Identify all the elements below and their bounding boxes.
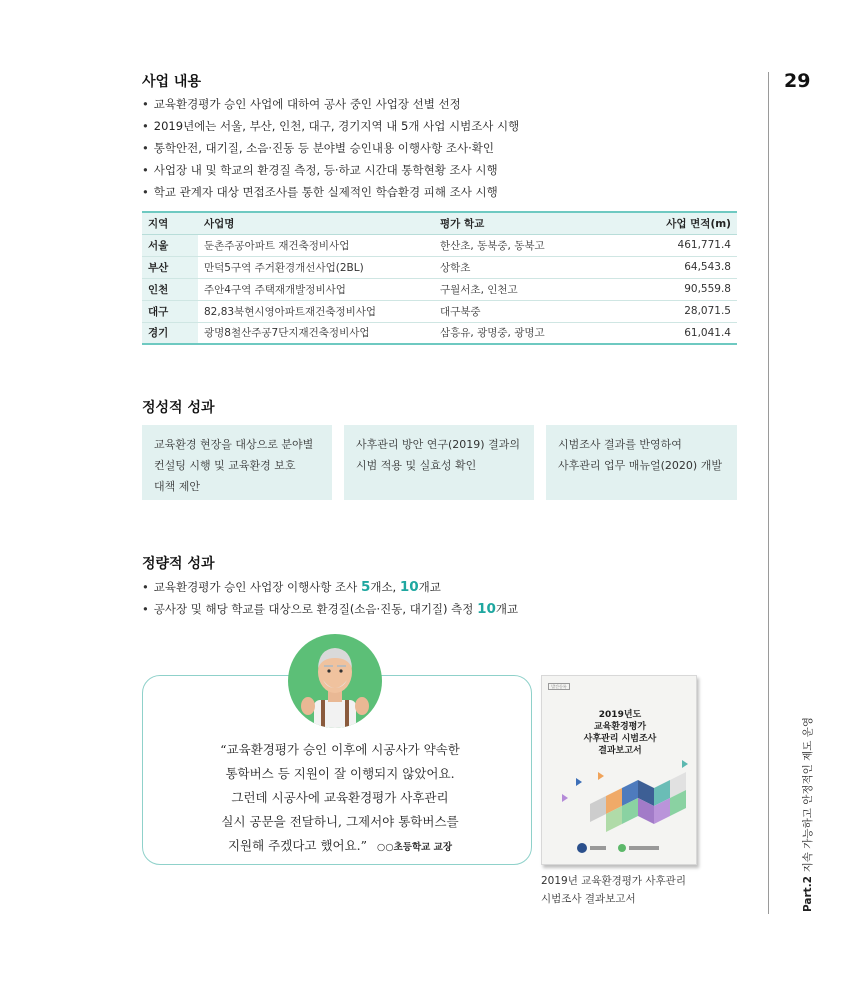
- side-divider: [768, 72, 769, 914]
- caption-line: 2019년 교육환경평가 사후관리: [541, 875, 686, 887]
- highlight-number: 10: [477, 601, 496, 617]
- quantitative-bullet: [142, 598, 518, 620]
- cell-school: 구월서초, 인천고: [434, 278, 614, 300]
- cover-title-line: 2019년도: [598, 710, 642, 720]
- qualitative-box: [142, 425, 332, 500]
- quantitative-bullet: [142, 576, 518, 598]
- cell-project: 만덕5구역 주거환경개선사업(2BL): [198, 256, 434, 278]
- bullet-text: 개소,: [370, 580, 400, 594]
- business-bullet: • 2019년에는 서울, 부산, 인천, 대구, 경기지역 내 5개 사업 시범조사 시행: [142, 115, 519, 137]
- report-caption: [541, 872, 741, 908]
- cover-geometric-graphic: [542, 676, 697, 865]
- cell-school: 상학초: [434, 256, 614, 278]
- qualitative-box: [546, 425, 737, 500]
- table-row: [142, 256, 737, 278]
- chapter-title: 지속 가능하고 안정적인 제도 운영: [802, 716, 814, 873]
- cell-school: 한산초, 동북중, 동북고: [434, 234, 614, 256]
- page-number: 29: [784, 70, 811, 92]
- cell-project: 82,83북현시영아파트재건축정비사업: [198, 300, 434, 322]
- header-school: 평가 학교: [434, 212, 614, 234]
- header-project: 사업명: [198, 212, 434, 234]
- business-table: [142, 211, 737, 345]
- registration-tag: 발간등록: [548, 683, 570, 690]
- elderly-man-illustration: [288, 634, 382, 728]
- quote-line: 통학버스 등 지원이 잘 이행되지 않았어요.: [225, 766, 455, 781]
- cell-area: 61,041.4: [614, 322, 737, 344]
- quote-line: 지원해 주겠다고 했어요.”: [227, 838, 368, 853]
- cell-area: 461,771.4: [614, 234, 737, 256]
- cell-area: 28,071.5: [614, 300, 737, 322]
- business-section-title: 사업 내용: [142, 74, 201, 90]
- cover-title-line: 사후관리 시범조사: [583, 734, 657, 744]
- business-bullet: • 사업장 내 및 학교의 환경질 측정, 등·하교 시간대 통학현황 조사 시행: [142, 159, 519, 181]
- business-bullet: • 교육환경평가 승인 사업에 대하여 공사 중인 사업장 선별 선정: [142, 93, 519, 115]
- bullet-text: 개교: [418, 580, 441, 594]
- qualitative-line: 컨설팅 시행 및 교육환경 보호: [154, 459, 296, 472]
- qualitative-section-title: 정성적 성과: [142, 400, 215, 416]
- table-row: [142, 278, 737, 300]
- qualitative-line: 시범조사 결과를 반영하여: [558, 438, 682, 451]
- table-row: [142, 300, 737, 322]
- bullet-text: 공사장 및 해당 학교를 대상으로 환경질(소음·진동, 대기질) 측정: [153, 602, 478, 616]
- cell-region: 경기: [142, 322, 198, 344]
- chapter-label: [800, 717, 815, 912]
- bullet-text: 교육환경평가 승인 사업장 이행사항 조사: [153, 580, 361, 594]
- quantitative-bullet-list: [142, 576, 518, 620]
- qualitative-line: 사후관리 방안 연구(2019) 결과의: [356, 438, 520, 451]
- business-bullet: • 통학안전, 대기질, 소음·진동 등 분야별 승인내용 이행사항 조사·확인: [142, 137, 519, 159]
- cell-project: 광명8철산주공7단지재건축정비사업: [198, 322, 434, 344]
- cover-title-line: 교육환경평가: [593, 722, 647, 732]
- table-header-row: [142, 212, 737, 234]
- quote-line-last: [200, 834, 480, 860]
- highlight-number: 5: [360, 579, 371, 595]
- cell-project: 둔촌주공아파트 재건축정비사업: [198, 234, 434, 256]
- cell-area: 90,559.8: [614, 278, 737, 300]
- cell-school: 삼흥유, 광명중, 광명고: [434, 322, 614, 344]
- qualitative-line: 사후관리 업무 매뉴얼(2020) 개발: [558, 459, 722, 472]
- cell-project: 주안4구역 주택재개발정비사업: [198, 278, 434, 300]
- table-row: [142, 322, 737, 344]
- cover-title-line: 결과보고서: [598, 746, 642, 756]
- cell-area: 64,543.8: [614, 256, 737, 278]
- quote-text: [200, 738, 480, 860]
- qualitative-box: [344, 425, 534, 500]
- quote-line: “교육환경평가 승인 이후에 시공사가 약속한: [220, 742, 460, 757]
- quantitative-section-title: 정량적 성과: [142, 556, 215, 572]
- cell-region: 대구: [142, 300, 198, 322]
- business-bullet: • 학교 관계자 대상 면접조사를 통한 실제적인 학습환경 피해 조사 시행: [142, 181, 519, 203]
- cell-region: 부산: [142, 256, 198, 278]
- chapter-part: Part.2: [802, 876, 814, 912]
- bullet-text: 개교: [495, 602, 519, 616]
- caption-line: 시범조사 결과보고서: [541, 893, 636, 905]
- qualitative-line: 대책 제안: [154, 480, 201, 493]
- report-cover-image: [541, 675, 697, 865]
- principal-avatar: [288, 634, 382, 728]
- qualitative-line: 교육환경 현장을 대상으로 분야별: [154, 438, 314, 451]
- highlight-number: 10: [399, 579, 419, 595]
- quote-line: 실시 공문을 전달하니, 그제서야 통학버스를: [221, 814, 459, 829]
- header-region: 지역: [142, 212, 198, 234]
- cell-region: 서울: [142, 234, 198, 256]
- cell-school: 대구북중: [434, 300, 614, 322]
- cell-region: 인천: [142, 278, 198, 300]
- qualitative-line: 시범 적용 및 실효성 확인: [356, 459, 477, 472]
- business-bullet-list: [142, 93, 519, 203]
- table-row: [142, 234, 737, 256]
- quote-line: 그런데 시공사에 교육환경평가 사후관리: [231, 790, 449, 805]
- header-area: 사업 면적(m): [614, 212, 737, 234]
- quote-source: ○○초등학교 교장: [377, 842, 452, 853]
